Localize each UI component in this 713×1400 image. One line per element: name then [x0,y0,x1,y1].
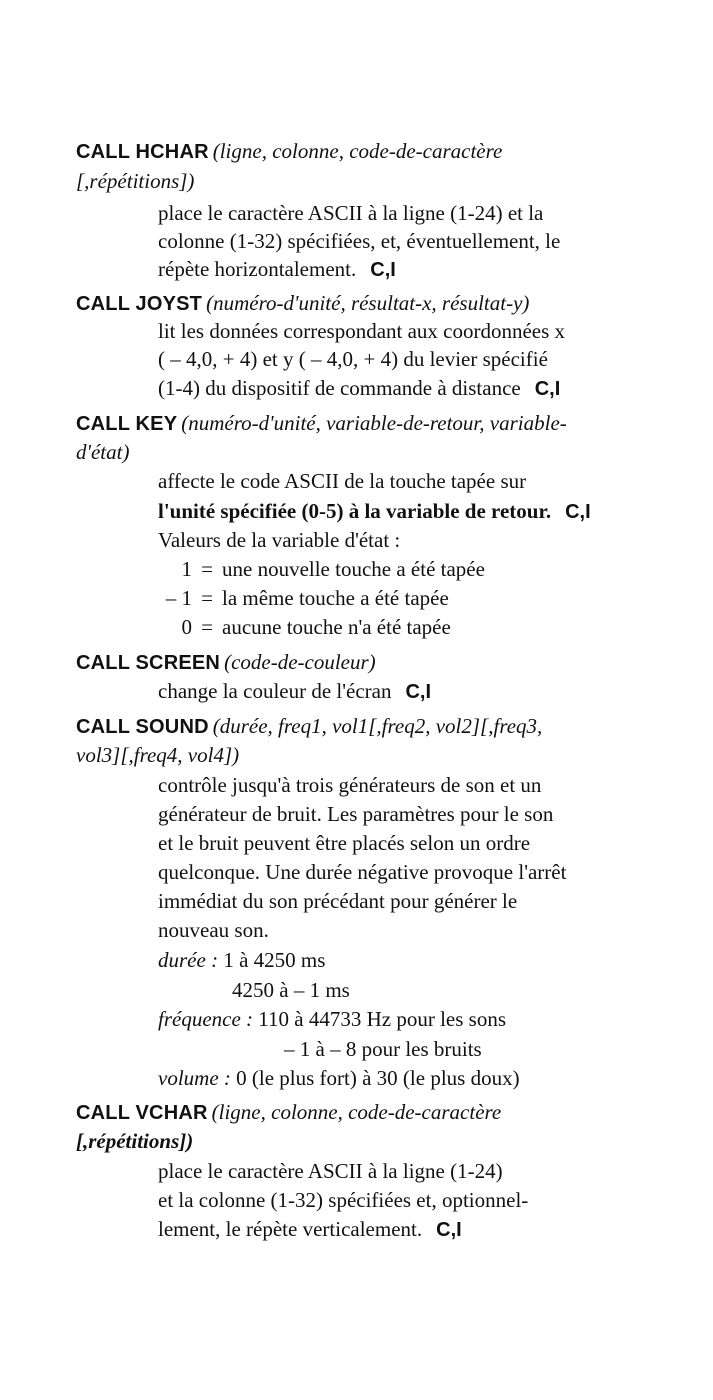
description-line: place le caractère ASCII à la ligne (1-24) et la [158,201,544,225]
description-line: quelconque. Une durée négative provoque l'arrêt [158,860,567,884]
state-value: – 1 [165,586,192,610]
command-name: CALL KEY [76,413,178,435]
duration-value: 4250 à – 1 ms [232,978,350,1002]
state-value-row [144,554,485,584]
frequency-row [158,1004,506,1034]
sound-heading [76,711,542,741]
compatibility-flag: C,I [565,501,591,523]
volume-label: volume : [158,1066,231,1090]
state-text: aucune touche n'a été tapée [222,615,451,639]
state-value: 1 [181,557,192,581]
equals-sign: = [201,557,213,581]
description-line-with-flag [158,254,396,284]
command-args-continued: vol3][,freq4, vol4]) [76,743,240,767]
volume-row [158,1063,520,1093]
compatibility-flag: C,I [370,259,396,281]
frequency-label: fréquence : [158,1007,254,1031]
frequency-value: – 1 à – 8 pour les bruits [284,1037,482,1061]
description-text: lement, le répète verticalement. [158,1217,423,1241]
description-line: nouveau son. [158,918,269,942]
command-args-continued: [,répétitions]) [76,169,195,193]
state-value: 0 [181,615,192,639]
command-args: (code-de-couleur) [224,650,376,674]
description-line: affecte le code ASCII de la touche tapée sur [158,469,527,493]
description-text: (1-4) du dispositif de commande à distance [158,376,521,400]
state-value-row [144,612,451,642]
description-line: ( – 4,0, + 4) et y ( – 4,0, + 4) du levier spécifié [158,347,548,371]
description-text: change la couleur de l'écran [158,679,392,703]
command-args: (numéro-d'unité, variable-de-retour, variable- [181,411,567,435]
command-name: CALL JOYST [76,293,203,315]
description-line-with-flag [158,676,431,706]
compatibility-flag: C,I [534,378,561,400]
description-line-with-flag [158,496,591,526]
hchar-heading [76,136,502,166]
joyst-heading [76,288,529,318]
description-line: place le caractère ASCII à la ligne (1-24) [158,1159,503,1183]
command-args: (numéro-d'unité, résultat-x, résultat-y) [206,291,530,315]
description-line: contrôle jusqu'à trois générateurs de son et un [158,773,542,797]
description-line-with-flag [158,1214,462,1244]
state-text: la même touche a été tapée [222,586,449,610]
duration-value: 1 à 4250 ms [223,948,326,972]
command-args: (ligne, colonne, code-de-caractère [212,139,503,163]
command-name: CALL SCREEN [76,652,221,674]
description-line: immédiat du son précédant pour générer le [158,889,518,913]
command-name: CALL VCHAR [76,1102,208,1124]
key-heading [76,408,567,438]
command-args: (durée, freq1, vol1[,freq2, vol2][,freq3, [212,714,543,738]
description-line-with-flag [158,373,560,403]
command-args: (ligne, colonne, code-de-caractère [211,1100,502,1124]
compatibility-flag: C,I [436,1219,462,1241]
duration-row [158,945,325,975]
description-line: lit les données correspondant aux coordonnées x [158,319,566,343]
description-line: et le bruit peuvent être placés selon un ordre [158,831,531,855]
command-name: CALL HCHAR [76,141,209,163]
command-args-continued: d'état) [76,440,130,464]
state-text: une nouvelle touche a été tapée [222,557,485,581]
description-line: générateur de bruit. Les paramètres pour le son [158,802,554,826]
command-name: CALL SOUND [76,716,209,738]
state-value-row [144,583,449,613]
volume-value: 0 (le plus fort) à 30 (le plus doux) [236,1066,520,1090]
state-values-title: Valeurs de la variable d'état : [158,528,401,552]
command-args-continued: [,répétitions]) [76,1129,194,1153]
frequency-value: 110 à 44733 Hz pour les sons [258,1007,506,1031]
description-line: et la colonne (1-32) spécifiées et, optionnel- [158,1188,529,1212]
description-text: répète horizontalement. [158,257,357,281]
vchar-heading [76,1097,501,1127]
screen-heading [76,647,376,677]
equals-sign: = [201,615,213,639]
description-line: colonne (1-32) spécifiées, et, éventuellement, le [158,229,561,253]
duration-label: durée : [158,948,219,972]
compatibility-flag: C,I [405,681,432,703]
equals-sign: = [201,586,213,610]
description-text: l'unité spécifiée (0-5) à la variable de retour. [158,499,552,523]
